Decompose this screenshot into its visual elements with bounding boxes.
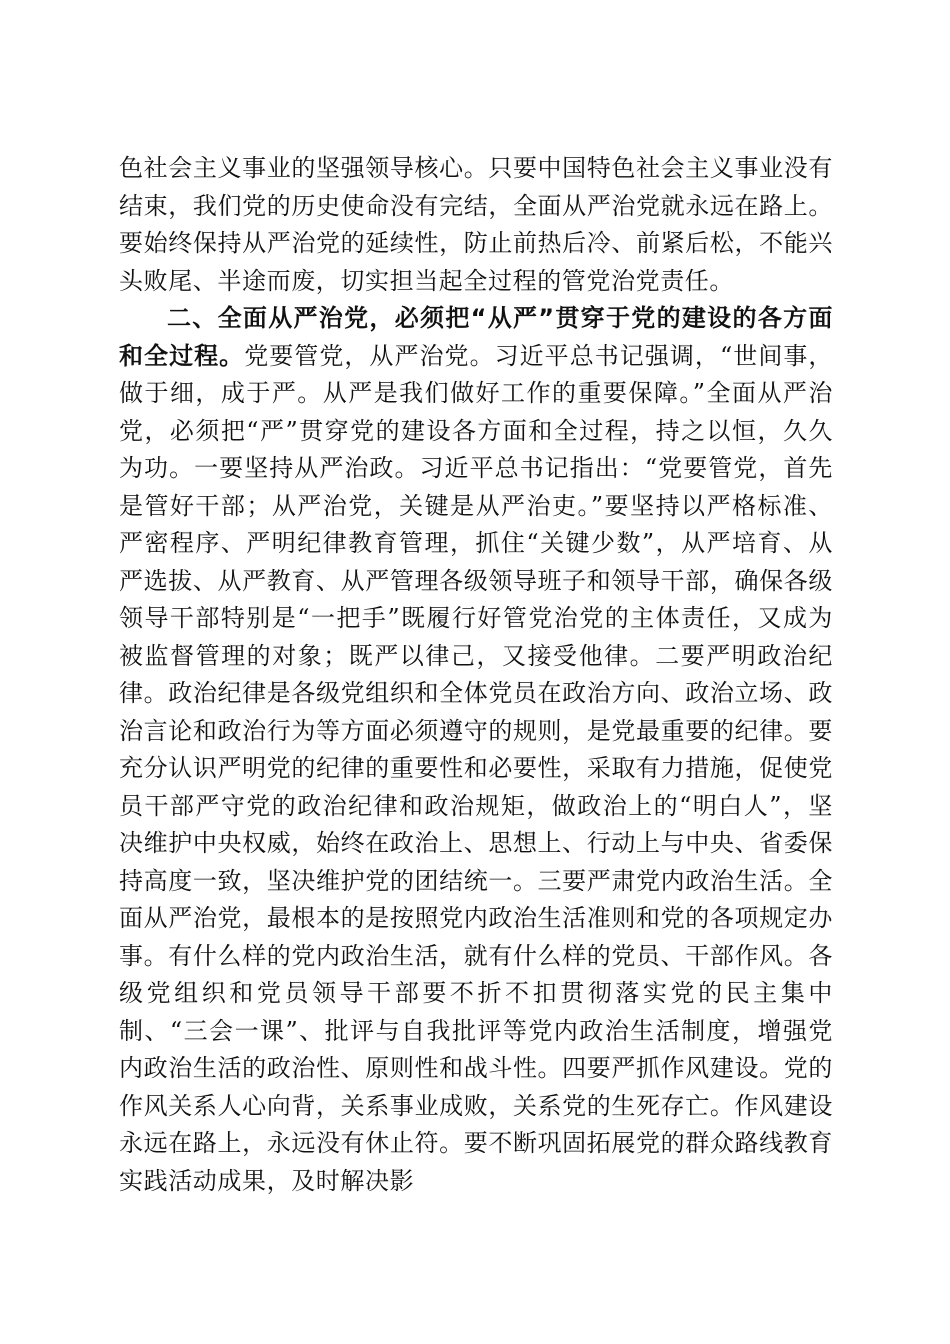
paragraph-continued: 色社会主义事业的坚强领导核心。只要中国特色社会主义事业没有结束，我们党的历史使命没有完结，全面从严治党就永远在路上。要始终保持从严治党的延续性，防止前热后冷、前紧后松，不能兴头败尾、半途而废，切实担当起全过程的管党治党责任。 (119, 154, 833, 295)
paragraph-section-two (119, 300, 833, 1200)
document-body (119, 150, 833, 1200)
section-two-heading: 二、全面从严治党，必须把“从严”贯穿于党的建设的各方面和全过程。 (119, 304, 833, 370)
section-two-body: 党要管党，从严治党。习近平总书记强调，“世间事，做于细，成于严。从严是我们做好工作的重要保障。”全面从严治党，必须把“严”贯穿党的建设各方面和全过程，持之以恒，久久为功。一要坚持从严治政。习近平总书记指出：“党要管党，首先是管好干部；从严治党，关键是从严治吏。”要坚持以严格标准、严密程序、严明纪律教育管理，抓住“关键少数”，从严培育、从严选拔、从严教育、从严管理各级领导班子和领导干部，确保各级领导干部特别是“一把手”既履行好管党治党的主体责任，又成为被监督管理的对象；既严以律己，又接受他律。二要严明政治纪律。政治纪律是各级党组织和全体党员在政治方向、政治立场、政治言论和政治行为等方面必须遵守的规则，是党最重要的纪律。要充分认识严明党的纪律的重要性和必要性，采取有力措施，促使党员干部严守党的政治纪律和政治规矩，做政治上的“明白人”，坚决维护中央权威，始终在政治上、思想上、行动上与中央、省委保持高度一致，坚决维护党的团结统一。三要严肃党内政治生活。全面从严治党，最根本的是按照党内政治生活准则和党的各项规定办事。有什么样的党内政治生活，就有什么样的党员、干部作风。各级党组织和党员领导干部要不折不扣贯彻落实党的民主集中制、“三会一课”、批评与自我批评等党内政治生活制度，增强党内政治生活的政治性、原则性和战斗性。四要严抓作风建设。党的作风关系人心向背，关系事业成败，关系党的生死存亡。作风建设永远在路上，永远没有休止符。要不断巩固拓展党的群众路线教育实践活动成果，及时解决影 (119, 341, 833, 1195)
